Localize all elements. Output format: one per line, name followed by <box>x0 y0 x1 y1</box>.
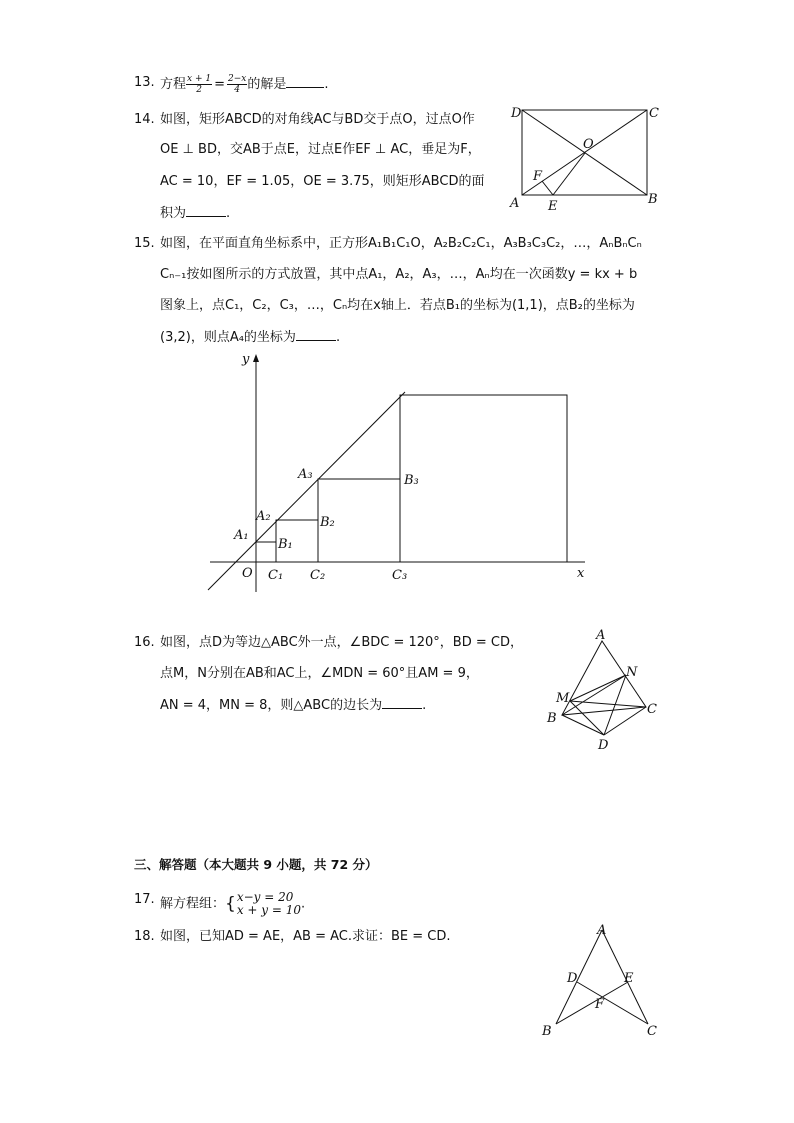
label-o: O <box>242 566 253 581</box>
label-n: N <box>626 665 638 680</box>
isosceles-triangle-figure <box>535 918 670 1043</box>
answer-blank[interactable] <box>286 75 324 88</box>
question-text-line: Cₙ₋₁按如图所示的方式放置，其中点A₁，A₂，A₃，…，Aₙ均在一次函数y = kx + b <box>160 267 638 282</box>
question-text-line: 点M，N分别在AB和AC上，∠MDN = 60°且AM = 9， <box>160 666 479 681</box>
label-a: A <box>596 628 606 643</box>
label-b: B <box>542 1024 552 1039</box>
label-x: x <box>577 566 585 581</box>
question-number: 14. <box>134 112 155 127</box>
coordinate-squares-figure <box>200 350 600 595</box>
label-c2: C₂ <box>310 568 326 583</box>
section-heading: 三、解答题（本大题共 9 小题，共 72 分） <box>134 857 378 872</box>
y-axis-arrow <box>253 354 259 362</box>
label-b1: B₁ <box>278 537 293 552</box>
question-text-line: AC = 10，EF = 1.05，OE = 3.75，则矩形ABCD的面 <box>160 174 485 189</box>
question-13-text: 方程 $\frac{x + 1}{2}$ = $\frac{2-x}{4}$ 的解是 . <box>160 74 329 95</box>
label-f: F <box>595 997 605 1012</box>
segment-bd <box>562 715 604 735</box>
brace: { <box>225 893 236 914</box>
rectangle-figure <box>508 100 668 215</box>
label-e: E <box>624 971 634 986</box>
answer-blank[interactable] <box>296 328 336 341</box>
label-d: D <box>598 738 609 753</box>
label-a3: A₃ <box>298 467 313 482</box>
label-a1: A₁ <box>234 528 249 543</box>
question-number: 15. <box>134 236 155 251</box>
question-number: 18. <box>134 929 155 944</box>
question-number: 17. <box>134 892 155 907</box>
line-y-kx-b <box>208 392 408 590</box>
label-b2: B₂ <box>320 515 335 530</box>
question-text-line: 如图，矩形ABCD的对角线AC与BD交于点O，过点O作 <box>160 112 475 127</box>
label-y: y <box>242 352 250 367</box>
question-text-line: 图象上，点C₁，C₂，C₃，…，Cₙ均在x轴上．若点B₁的坐标为(1,1)，点B₂的坐标为 <box>160 298 635 313</box>
label-c: C <box>649 106 659 121</box>
question-text-line: 如图，在平面直角坐标系中，正方形A₁B₁C₁O，A₂B₂C₂C₁，A₃B₃C₃C₂，…，AₙBₙCₙ <box>160 236 642 251</box>
answer-blank[interactable] <box>186 204 226 217</box>
label-b: B <box>648 192 658 207</box>
label-c: C <box>647 702 657 717</box>
segment-ef <box>542 181 553 195</box>
label-m: M <box>556 691 570 706</box>
label-d: D <box>511 106 522 121</box>
label-a: A <box>597 923 607 938</box>
question-text-line: 如图，点D为等边△ABC外一点，∠BDC = 120°，BD = CD， <box>160 635 523 650</box>
label-a2: A₂ <box>256 509 271 524</box>
square-4 <box>400 395 567 562</box>
segment-oe <box>553 153 585 195</box>
segment-md <box>570 701 604 735</box>
fraction: $\frac{2-x}{4}$ <box>228 74 247 95</box>
answer-blank[interactable] <box>382 696 422 709</box>
label-f: F <box>533 169 543 184</box>
question-number: 13. <box>134 75 155 90</box>
label-b3: B₃ <box>404 473 419 488</box>
equation-system: x−y = 20 x + y = 10 <box>236 890 302 917</box>
label-c1: C₁ <box>268 568 284 583</box>
equilateral-triangle-figure <box>540 625 670 755</box>
label-c: C <box>647 1024 657 1039</box>
label-o: O <box>583 137 594 152</box>
label-c3: C₃ <box>392 568 408 583</box>
label-b: B <box>547 711 557 726</box>
question-text-line: OE ⊥ BD，交AB于点E，过点E作EF ⊥ AC，垂足为F， <box>160 142 481 157</box>
question-text-line: 如图，已知AD = AE，AB = AC.求证：BE = CD. <box>160 929 451 944</box>
fraction: $\frac{x + 1}{2}$ <box>187 74 212 95</box>
question-number: 16. <box>134 635 155 650</box>
label-d: D <box>567 971 578 986</box>
segment-mc <box>570 701 646 707</box>
label-e: E <box>548 199 558 214</box>
label-a: A <box>510 196 520 211</box>
question-17-text: 解方程组：{ x−y = 20 x + y = 10 . <box>160 890 306 917</box>
segment-bn <box>562 675 626 715</box>
square-1 <box>256 542 276 562</box>
question-text-line: AN = 4，MN = 8，则△ABC的边长为 . <box>160 698 427 713</box>
segment-cd <box>604 707 646 735</box>
question-text-line: (3,2)，则点A₄的坐标为 . <box>160 330 341 345</box>
question-text-line: 积为 . <box>160 206 231 221</box>
